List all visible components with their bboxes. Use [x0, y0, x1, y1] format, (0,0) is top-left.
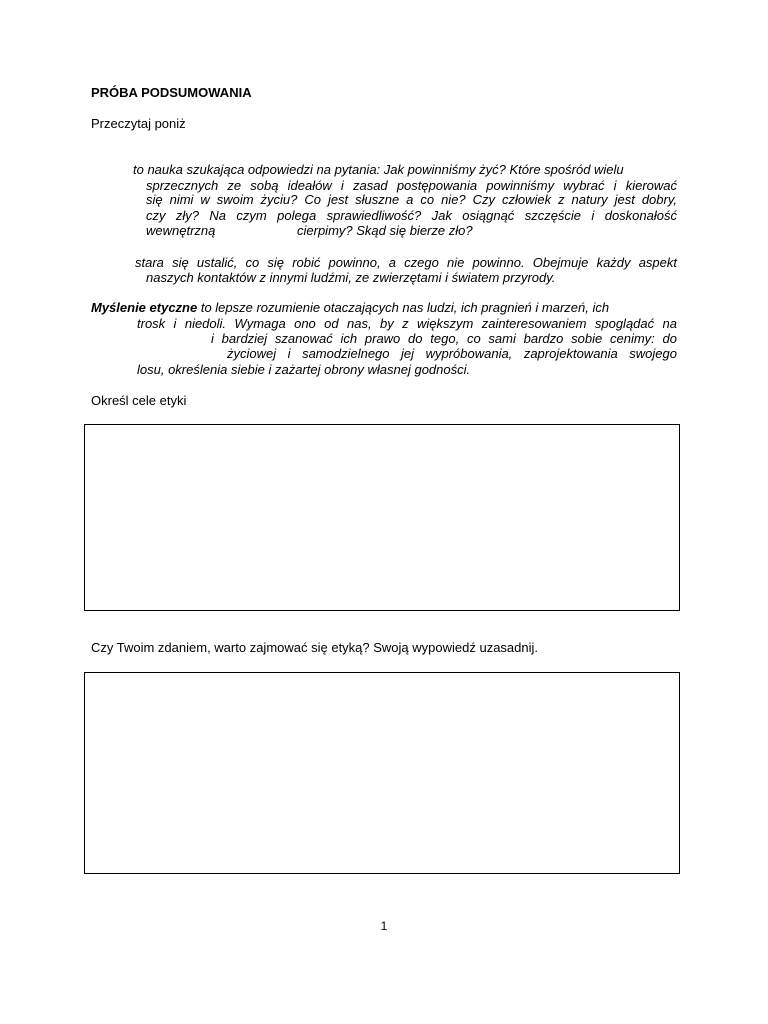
- paragraph1-line3: się nimi w swoim życiu? Co jest słuszne a co nie? Czy człowiek z natury jest dobry,: [146, 192, 677, 207]
- bold-term: Myślenie etyczne: [91, 300, 198, 315]
- paragraph1-line4: czy zły? Na czym polega sprawiedliwość? Jak osiągnąć szczęście i doskonałość: [146, 208, 677, 223]
- paragraph1-line2: sprzecznych ze sobą ideałów i zasad postępowania powinniśmy wybrać i kierować: [146, 178, 677, 193]
- paragraph2-line1: stara się ustalić, co się robić powinno, a czego nie powinno. Obejmuje każdy aspekt: [135, 255, 677, 270]
- question2-answer-box[interactable]: [84, 672, 680, 874]
- paragraph3-line3: i bardziej szanować ich prawo do tego, co sami bardzo sobie cenimy: do: [211, 331, 677, 346]
- paragraph1-line5-start: wewnętrzną: [146, 223, 216, 238]
- paragraph3-line2: trosk i niedoli. Wymaga ono od nas, by z większym zainteresowaniem spoglądać na: [137, 316, 677, 331]
- intro-instruction: Przeczytaj poniż: [91, 116, 186, 131]
- paragraph2-line2: naszych kontaktów z innymi ludźmi, ze zwierzętami i światem przyrody.: [146, 270, 556, 285]
- paragraph3-line1: [91, 300, 609, 315]
- paragraph1-line5-end: cierpimy? Skąd się bierze zło?: [297, 223, 473, 238]
- paragraph1-line1: to nauka szukająca odpowiedzi na pytania: Jak powinniśmy żyć? Które spośród wielu: [133, 162, 624, 177]
- paragraph3-line5: losu, określenia siebie i zażartej obrony własnej godności.: [137, 362, 471, 377]
- paragraph3-line1-rest: to lepsze rozumienie otaczających nas ludzi, ich pragnień i marzeń, ich: [197, 300, 610, 315]
- page-title: PRÓBA PODSUMOWANIA: [91, 85, 252, 100]
- question2-label: Czy Twoim zdaniem, warto zajmować się etyką? Swoją wypowiedź uzasadnij.: [91, 640, 539, 655]
- paragraph3-line4: życiowej i samodzielnego jej wypróbowania, zaprojektowania swojego: [227, 346, 677, 361]
- page-number: 1: [380, 919, 388, 933]
- question1-answer-box[interactable]: [84, 424, 680, 611]
- question1-label: Określ cele etyki: [91, 393, 187, 408]
